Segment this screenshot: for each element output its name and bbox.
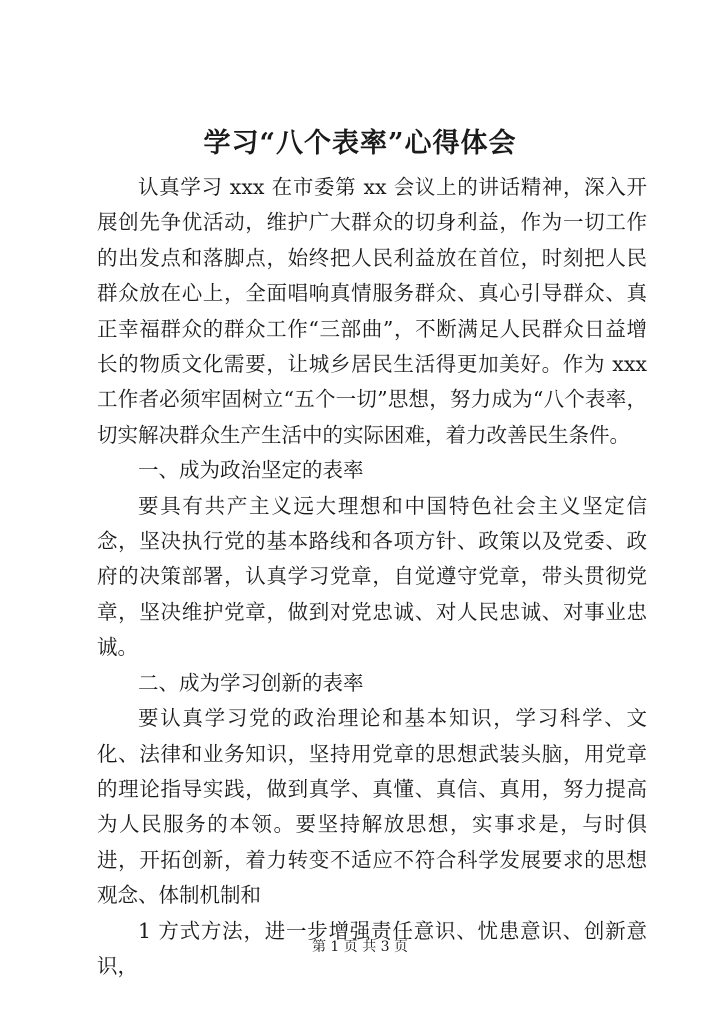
page-footer: 第 1 页 共 3 页 <box>311 939 409 955</box>
continuation-paragraph: 1 方式方法，进一步增强责任意识、忧患意识、创新意识， <box>97 918 647 978</box>
section-heading-2: 二、成为学习创新的表率 <box>138 670 364 695</box>
section-heading-1: 一、成为政治坚定的表率 <box>138 458 364 483</box>
document-body <box>97 170 647 984</box>
document-title: 学习“八个表率”心得体会 <box>203 128 517 159</box>
section-paragraph-1: 要具有共产主义远大理想和中国特色社会主义坚定信念，坚决执行党的基本路线和各项方针、政策以及党委、政府的决策部署，认真学习党章，自觉遵守党章，带头贯彻党章，坚决维护党章，做到对党忠诚、对人民忠诚、对事业忠诚。 <box>97 493 647 660</box>
section-paragraph-2: 要认真学习党的政治理论和基本知识，学习科学、文化、法律和业务知识，坚持用党章的思想武装头脑，用党章的理论指导实践，做到真学、真懂、真信、真用，努力提高为人民服务的本领。要坚持解放思想，实事求是，与时俱进，开拓创新，着力转变不适应不符合科学发展要求的思想观念、体制机制和 <box>97 706 647 908</box>
intro-paragraph: 认真学习 xxx 在市委第 xx 会议上的讲话精神，深入开展创先争优活动，维护广大群众的切身利益，作为一切工作的出发点和落脚点，始终把人民利益放在首位，时刻把人民群众放在心上，全面唱响真情服务群众、真心引导群众、真正幸福群众的群众工作“三部曲”，不断满足人民群众日益增长的物质文化需要，让城乡居民生活得更加美好。作为 xxx 工作者必须牢固树立“五个一切”思想，努力成为“八个表率，切实解决群众生产生活中的实际困难，着力改善民生条件。 <box>97 175 647 447</box>
